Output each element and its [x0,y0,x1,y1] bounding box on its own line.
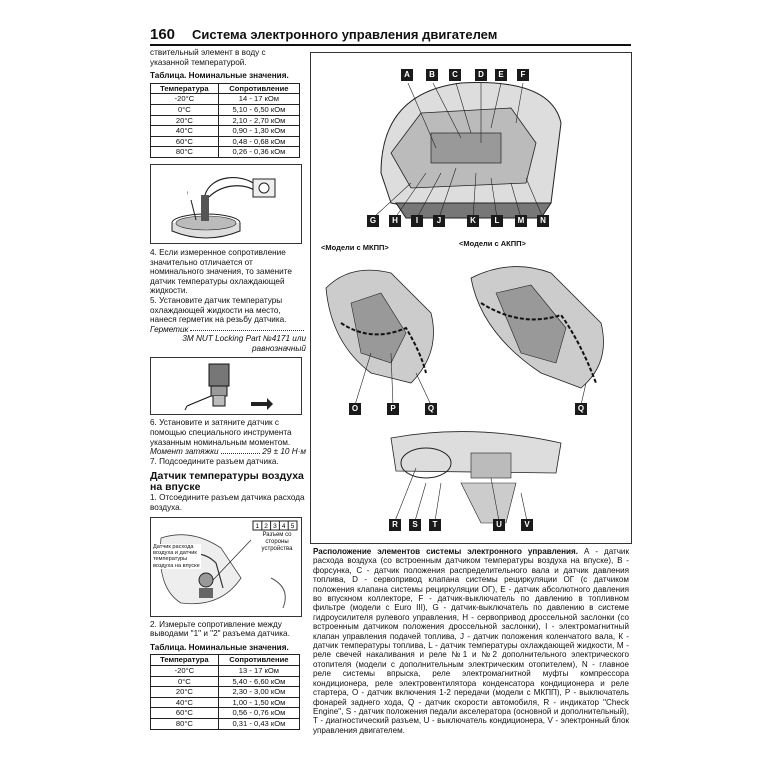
callout-q-mt: Q [425,403,437,415]
callout-h: H [389,215,401,227]
torque-spec [150,447,306,457]
callout-p: P [387,403,399,415]
table-row [151,115,300,126]
torque-label: Момент затяжки [150,447,219,457]
table-row [151,104,300,115]
table-cell: 0,31 - 0,43 кОм [218,718,299,729]
table2-header-res: Сопротивление [218,655,299,666]
step-2: 2. Измерьте сопротивление между выводами "1" и "2" разъема датчика. [150,619,290,639]
figure-caption [313,547,629,735]
step-5: 5. Установите датчик температуры охлаждающей жидкости на место, нанеся герметик на резьбу датчика. [150,295,287,325]
table-cell: 0°C [151,104,219,115]
engine-bay-illustration [311,53,631,543]
table-cell: 60°C [151,708,219,719]
resistance-table-1 [150,83,300,158]
sealant-value: 3M NUT Locking Part №4171 или равнозначный [182,334,306,353]
callout-g: G [367,215,379,227]
connector-note: Разъем со стороны устройства [261,531,293,552]
table-row [151,666,300,677]
left-column [150,48,306,730]
callout-j: J [433,215,445,227]
callout-s: S [409,519,421,531]
table-cell: 2,10 - 2,70 кОм [218,115,299,126]
step-4: 4. Если измеренное сопротивление значительно отличается от номинального значения, то замените датчик температуры охлаждающей жидкости. [150,247,292,296]
table-row [151,708,300,719]
table-row [151,136,300,147]
pin-2: 2 [264,522,268,530]
callout-b: B [426,69,438,81]
callout-d: D [475,69,487,81]
table-cell: 2,30 - 3,00 кОм [218,687,299,698]
table-cell: 14 - 17 кОм [218,94,299,105]
table-cell: 40°C [151,126,219,137]
table-row [151,126,300,137]
callout-o: O [349,403,361,415]
callout-e: E [495,69,507,81]
sensor-in-water-illustration [151,165,301,243]
components-location-figure [310,52,632,544]
step-7: 7. Подсоедините разъем датчика. [150,456,279,466]
table-cell: 40°C [151,697,219,708]
table-row [151,687,300,698]
table-cell: 13 - 17 кОм [218,666,299,677]
table2-header-temp: Температура [151,655,219,666]
dot-leader [221,447,261,454]
pin-5: 5 [290,522,295,530]
table-cell: 20°C [151,687,219,698]
callout-a: A [401,69,413,81]
table-cell: 60°C [151,136,219,147]
table2-title: Таблица. Номинальные значения. [150,642,289,652]
table-cell: 5,40 - 6,60 кОм [218,676,299,687]
pin-1: 1 [255,522,260,530]
sensor-in-water-figure [150,164,302,244]
table-cell: 20°C [151,115,219,126]
table-cell: -20°C [151,666,219,677]
callout-f: F [517,69,529,81]
table-cell: 0,90 - 1,30 кОм [218,126,299,137]
callout-m: M [515,215,527,227]
sealant-label: Герметик [150,324,189,334]
svg-text:↑: ↑ [186,190,189,197]
table-cell: 1,00 - 1,50 кОм [218,697,299,708]
callout-u: U [493,519,505,531]
intro-text: ствительный элемент в воду с указанной температурой. [150,48,266,67]
callout-v: V [521,519,533,531]
sensor-install-illustration [151,358,301,414]
model-at-label: <Модели с АКПП> [459,239,526,248]
callout-i: I [411,215,423,227]
callout-n: N [537,215,549,227]
table-row [151,147,300,158]
callout-q-at: Q [575,403,587,415]
table1-header-temp: Температура [151,83,219,94]
resistance-table-2 [150,654,300,729]
table-row [151,94,300,105]
callout-r: R [389,519,401,531]
torque-value: 29 ± 10 Н·м [262,447,306,457]
page-header [150,26,631,46]
step-6: 6. Установите и затяните датчик с помощью специального инструмента указанным номинальным моментом. [150,418,292,447]
table-cell: 5,10 - 6,50 кОм [218,104,299,115]
sealant-spec [150,325,306,335]
table1-header-res: Сопротивление [218,83,299,94]
pin-4: 4 [281,522,286,530]
table-row [151,676,300,687]
page-number: 160 [150,26,176,43]
table1-title: Таблица. Номинальные значения. [150,71,289,81]
section-title: Датчик температуры воздуха на впуске [150,470,304,494]
pin-3: 3 [273,522,277,530]
table-cell: 0,56 - 0,76 кОм [218,708,299,719]
table-row [151,718,300,729]
step-1: 1. Отсоедините разъем датчика расхода воздуха. [150,493,305,513]
callout-l: L [491,215,503,227]
callout-t: T [429,519,441,531]
air-sensor-figure [150,517,302,617]
callout-k: K [467,215,479,227]
table-cell: 80°C [151,718,219,729]
dot-leader [190,325,304,332]
sensor-label: Датчик расхода воздуха и датчик температуры воздуха на впуске [153,543,200,569]
table-cell: 0°C [151,676,219,687]
sensor-install-figure [150,357,302,415]
callout-c: C [449,69,461,81]
table-cell: 80°C [151,147,219,158]
table-row [151,697,300,708]
table-cell: -20°C [151,94,219,105]
caption-lead: Расположение элементов системы электронного управления. [313,547,578,556]
model-mt-label: <Модели с МКПП> [321,243,389,252]
caption-body: А - датчик расхода воздуха (со встроенным датчиком температуры воздуха на впуске), В - форсунка, С - датчик положения распределительного вала и датчик давления топлива, D - сервопривод клапана системы рециркуляции ОГ (с датчиком положения клапана системы рециркуляции ОГ), Е - датчик абсолютного давления во впускном коллекторе, F - датчик-выключатель по давлению в топливном фильтре (модели с Euro III), G - датчик-выключатель по давлению в системе гидроусилителя рулевого управления, Н - сервопривод дроссельной заслонки (со встроенным датчиком положения дроссельной заслонки), I - электромагнитный клапан управления подачей топлива, J - датчик положения коленчатого вала, К - датчик температуры топлива, L - датчик температуры охлаждающей жидкости, М - реле свечей накаливания и реле №1 и №2 дополнительного электрического отопителя (модели с дополнительным электрическим отопителем), N - главное реле системы впрыска, реле электромагнитной муфты компрессора кондиционера, реле электровентилятора конденсатора кондиционера и реле стартера, О - датчик включения 1-2 передачи (модели с МКПП), Р - выключатель фонарей заднего хода, Q - датчик скорости автомобиля, R - индикатор "Check Engine", S - датчик положения педали акселератора (основной и дополнительный), Т - диагностический разъем, U - выключатель кондиционера, V - электронный блок управления двигателем. [313,547,629,735]
table-cell: 0,48 - 0,68 кОм [218,136,299,147]
chapter-title: Система электронного управления двигателем [192,27,498,42]
table-cell: 0,26 - 0,36 кОм [218,147,299,158]
